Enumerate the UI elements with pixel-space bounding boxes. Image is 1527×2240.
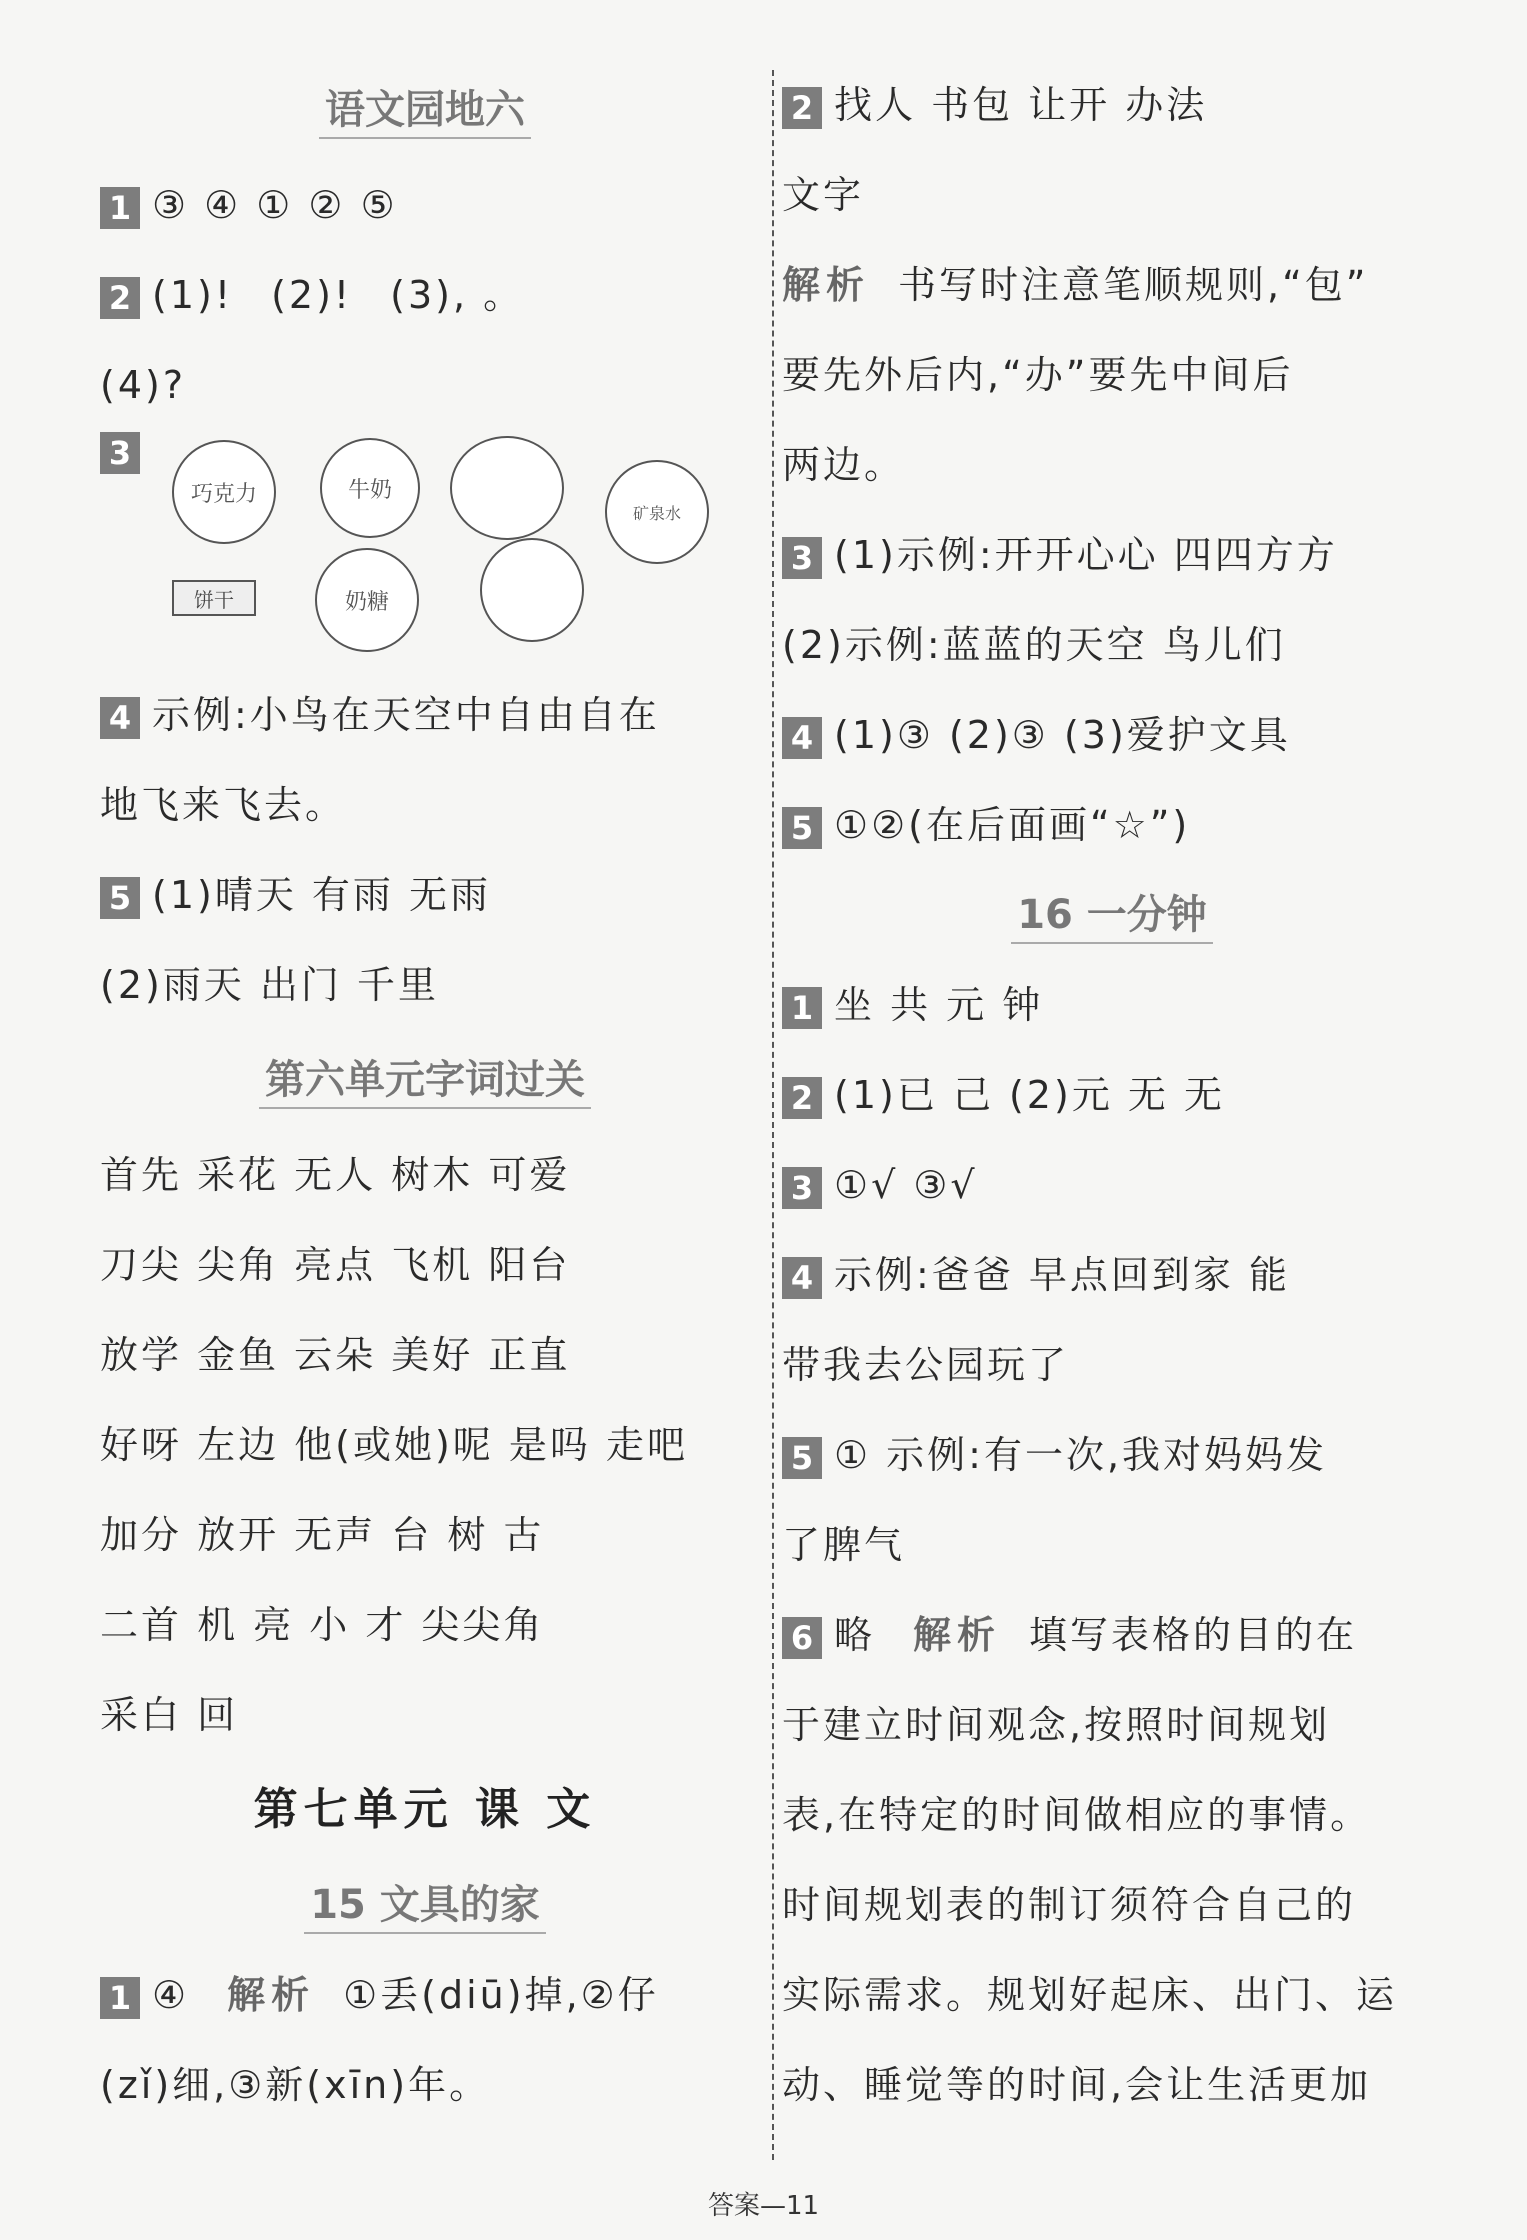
- chocolate-icon: 巧克力: [172, 440, 276, 544]
- word-row: 采白 回: [100, 1693, 239, 1737]
- question-number: 2: [782, 87, 822, 129]
- question-number: 1: [100, 187, 140, 229]
- lesson16-answer-2: 2 (1)已 己 (2)元 无 无: [782, 1050, 1442, 1140]
- lesson15-answer-5: 5 ①②(在后面画“☆”): [782, 780, 1442, 870]
- word-row: 二首 机 亮 小 才 尖尖角: [100, 1603, 545, 1647]
- lesson15-answer-2: 2 找人 书包 让开 办法: [782, 60, 1442, 150]
- question-number: 3: [782, 1167, 822, 1209]
- answer-4: 4 示例:小鸟在天空中自由自在: [100, 670, 750, 760]
- lesson15-answer-2-analysis: 解析 书写时注意笔顺规则,“包”: [782, 263, 1369, 307]
- lesson15-answer-3: 3 (1)示例:开开心心 四四方方: [782, 510, 1442, 600]
- word-row: 加分 放开 无声 台 树 古: [100, 1513, 545, 1557]
- lesson15-title: 15 文具的家: [100, 1860, 750, 1950]
- answer-1: 1 ③ ④ ① ② ⑤: [100, 160, 750, 250]
- unit7-title: 第七单元 课 文: [253, 1784, 597, 1835]
- word-row: 首先 采花 无人 树木 可爱: [100, 1153, 571, 1197]
- lesson16-title: 16 一分钟: [782, 870, 1442, 960]
- lesson15-answer-4: 4 (1)③ (2)③ (3)爱护文具: [782, 690, 1442, 780]
- question-number: 5: [100, 877, 140, 919]
- lesson16-answer-3: 3 ①√ ③√: [782, 1140, 1442, 1230]
- word-row: 刀尖 尖角 亮点 飞机 阳台: [100, 1243, 571, 1287]
- lesson15-answer-1: 1 ④ 解析 ①丢(diū)掉,②仔: [100, 1950, 750, 2040]
- question-number: 4: [782, 717, 822, 759]
- analysis-cont: 两边。: [782, 443, 906, 487]
- question-number: 4: [100, 697, 140, 739]
- lesson15-answer-3-cont: (2)示例:蓝蓝的天空 鸟儿们: [782, 623, 1286, 667]
- question-number: 2: [782, 1077, 822, 1119]
- column-divider: [772, 70, 774, 2160]
- lesson16-answer-6: 6 略 解析 填写表格的目的在: [782, 1590, 1442, 1680]
- lesson16-answer-5-cont: 了脾气: [782, 1523, 906, 1567]
- analysis-cont: 表,在特定的时间做相应的事情。: [782, 1793, 1372, 1837]
- question-number: 3: [782, 537, 822, 579]
- analysis-cont: 动、睡觉等的时间,会让生活更加: [782, 2063, 1372, 2107]
- lesson15-answer-1-cont: (zǐ)细,③新(xīn)年。: [100, 2063, 491, 2107]
- lesson16-answer-4: 4 示例:爸爸 早点回到家 能: [782, 1230, 1442, 1320]
- question-number: 4: [782, 1257, 822, 1299]
- lesson16-answer-4-cont: 带我去公园玩了: [782, 1343, 1070, 1387]
- water-bottle-icon: 矿泉水: [605, 460, 709, 564]
- question-number: 5: [782, 807, 822, 849]
- word-row: 好呀 左边 他(或她)呢 是吗 走吧: [100, 1423, 688, 1467]
- question-number: 1: [100, 1977, 140, 2019]
- left-column: [100, 60, 750, 2130]
- answer-2: 2 (1)! (2)! (3), 。: [100, 250, 750, 340]
- question-number: 5: [782, 1437, 822, 1479]
- biscuit-icon: 饼干: [172, 580, 256, 616]
- question-number: 6: [782, 1617, 822, 1659]
- answer-5: 5 (1)晴天 有雨 无雨: [100, 850, 750, 940]
- analysis-cont: 要先外后内,“办”要先中间后: [782, 353, 1294, 397]
- analysis-cont: 时间规划表的制订须符合自己的: [782, 1883, 1357, 1927]
- analysis-cont: 于建立时间观念,按照时间规划: [782, 1703, 1331, 1747]
- section-title-yuwen-yuandi: 语文园地六: [100, 60, 750, 160]
- question-number: 1: [782, 987, 822, 1029]
- section-title-unit6-words: 第六单元字词过关: [100, 1030, 750, 1130]
- lesson15-answer-2-cont: 文字: [782, 173, 865, 217]
- candy-icon: [480, 538, 584, 642]
- answer-5-cont: (2)雨天 出门 千里: [100, 963, 439, 1007]
- right-column: [782, 60, 1442, 2130]
- lesson16-answer-1: 1 坐 共 元 钟: [782, 960, 1442, 1050]
- lesson16-answer-5: 5 ① 示例:有一次,我对妈妈发: [782, 1410, 1442, 1500]
- answer-3-illustration: [100, 430, 750, 670]
- question-number: 2: [100, 277, 140, 319]
- towel-icon: [450, 436, 564, 540]
- page-footer: 答案—11: [707, 2191, 820, 2221]
- milk-icon: 牛奶: [320, 438, 420, 538]
- analysis-cont: 实际需求。规划好起床、出门、运: [782, 1973, 1398, 2017]
- word-row: 放学 金鱼 云朵 美好 正直: [100, 1333, 571, 1377]
- answer-4-cont: 地飞来飞去。: [100, 783, 347, 827]
- milk-candy-icon: 奶糖: [315, 548, 419, 652]
- question-number: 3: [100, 432, 140, 474]
- answer-2-cont: (4)?: [100, 363, 186, 407]
